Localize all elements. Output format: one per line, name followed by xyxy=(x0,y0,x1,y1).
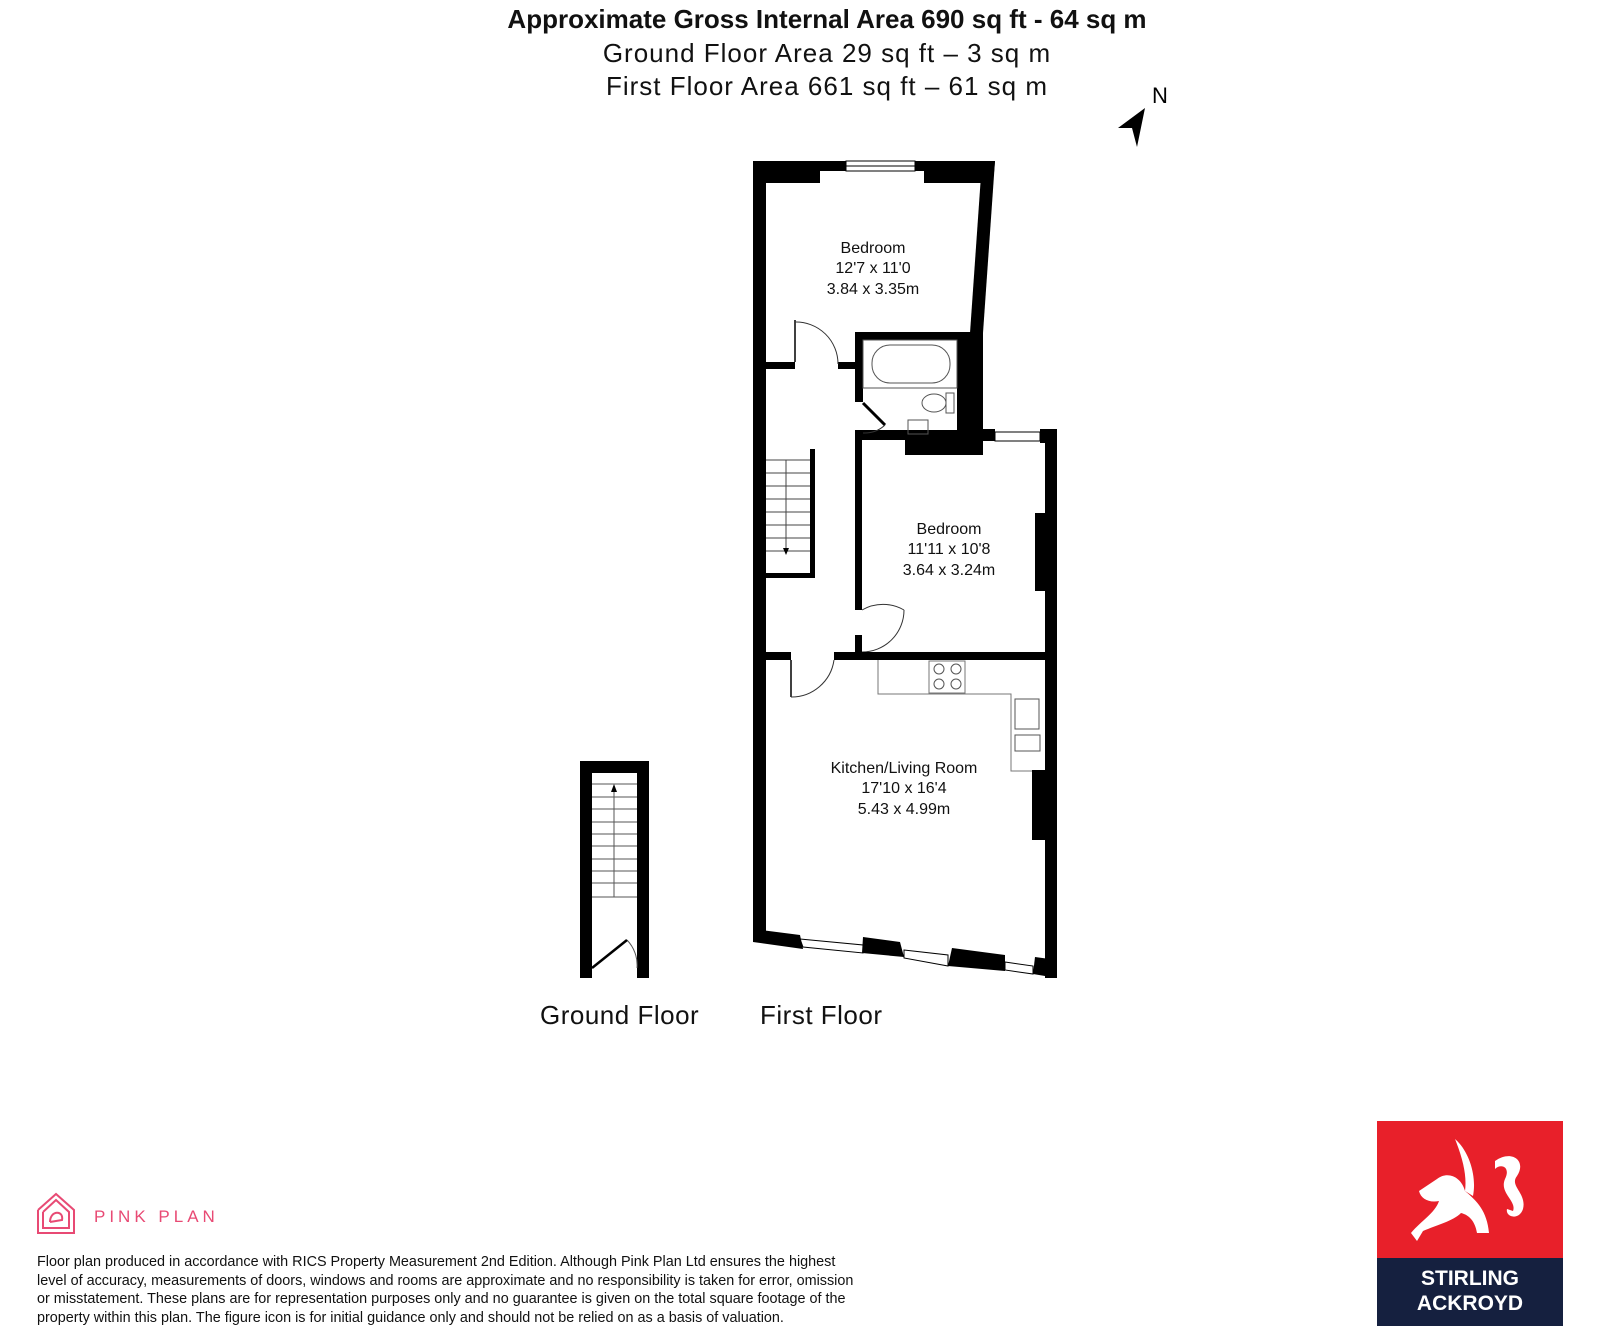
svg-text:3.64 x 3.24m: 3.64 x 3.24m xyxy=(902,562,996,579)
room-label-kitchen-living xyxy=(831,760,978,818)
svg-text:Kitchen/Living Room: Kitchen/Living Room xyxy=(830,760,978,777)
ground-floor-plan xyxy=(580,761,649,978)
disclaimer-line: level of accuracy, measurements of doors, windows and rooms are approximate and no responsibility is taken for error, omission xyxy=(37,1272,854,1289)
room-label-bedroom-1 xyxy=(827,240,920,298)
staircase xyxy=(766,460,812,551)
disclaimer-line: property within this plan. The figure icon is for initial guidance only and should not be relied on as a basis of valuation. xyxy=(37,1309,784,1326)
agent-name-line: ACKROYD xyxy=(1416,1292,1524,1315)
compass-label: N xyxy=(1152,83,1168,108)
agent-name-line: STIRLING xyxy=(1421,1267,1519,1290)
pink-plan-logo-icon xyxy=(38,1194,74,1233)
svg-text:5.43 x 4.99m: 5.43 x 4.99m xyxy=(857,801,951,818)
first-floor-label: First Floor xyxy=(760,1000,883,1030)
svg-text:3.84 x 3.35m: 3.84 x 3.35m xyxy=(826,281,920,298)
svg-text:Bedroom: Bedroom xyxy=(916,521,982,538)
ground-floor-label: Ground Floor xyxy=(540,1000,700,1030)
disclaimer-line: Floor plan produced in accordance with RICS Property Measurement 2nd Edition. Although Pink Plan Ltd ensures the highest xyxy=(37,1254,836,1270)
stirling-ackroyd-logo xyxy=(1377,1121,1563,1326)
gross-area-title: Approximate Gross Internal Area 690 sq ft - 64 sq m xyxy=(507,4,1147,34)
first-floor-area: First Floor Area 661 sq ft – 61 sq m xyxy=(605,71,1049,101)
disclaimer-line: or misstatement. These plans are for representation purposes only and no guarantee is given on the total square footage of the xyxy=(37,1291,846,1308)
pink-plan-brand: PINK PLAN xyxy=(94,1207,219,1226)
agent-name xyxy=(1377,1258,1563,1326)
griffin-emblem-icon xyxy=(1377,1121,1563,1258)
svg-text:11'11 x 10'8: 11'11 x 10'8 xyxy=(907,541,991,558)
ground-floor-area: Ground Floor Area 29 sq ft – 3 sq m xyxy=(602,38,1052,68)
disclaimer xyxy=(37,1253,937,1327)
svg-text:Bedroom: Bedroom xyxy=(840,240,906,257)
svg-text:17'10 x 16'4: 17'10 x 16'4 xyxy=(861,780,947,797)
room-label-bedroom-2 xyxy=(903,521,996,579)
compass-icon xyxy=(1118,83,1168,147)
svg-text:12'7 x 11'0: 12'7 x 11'0 xyxy=(835,260,911,277)
